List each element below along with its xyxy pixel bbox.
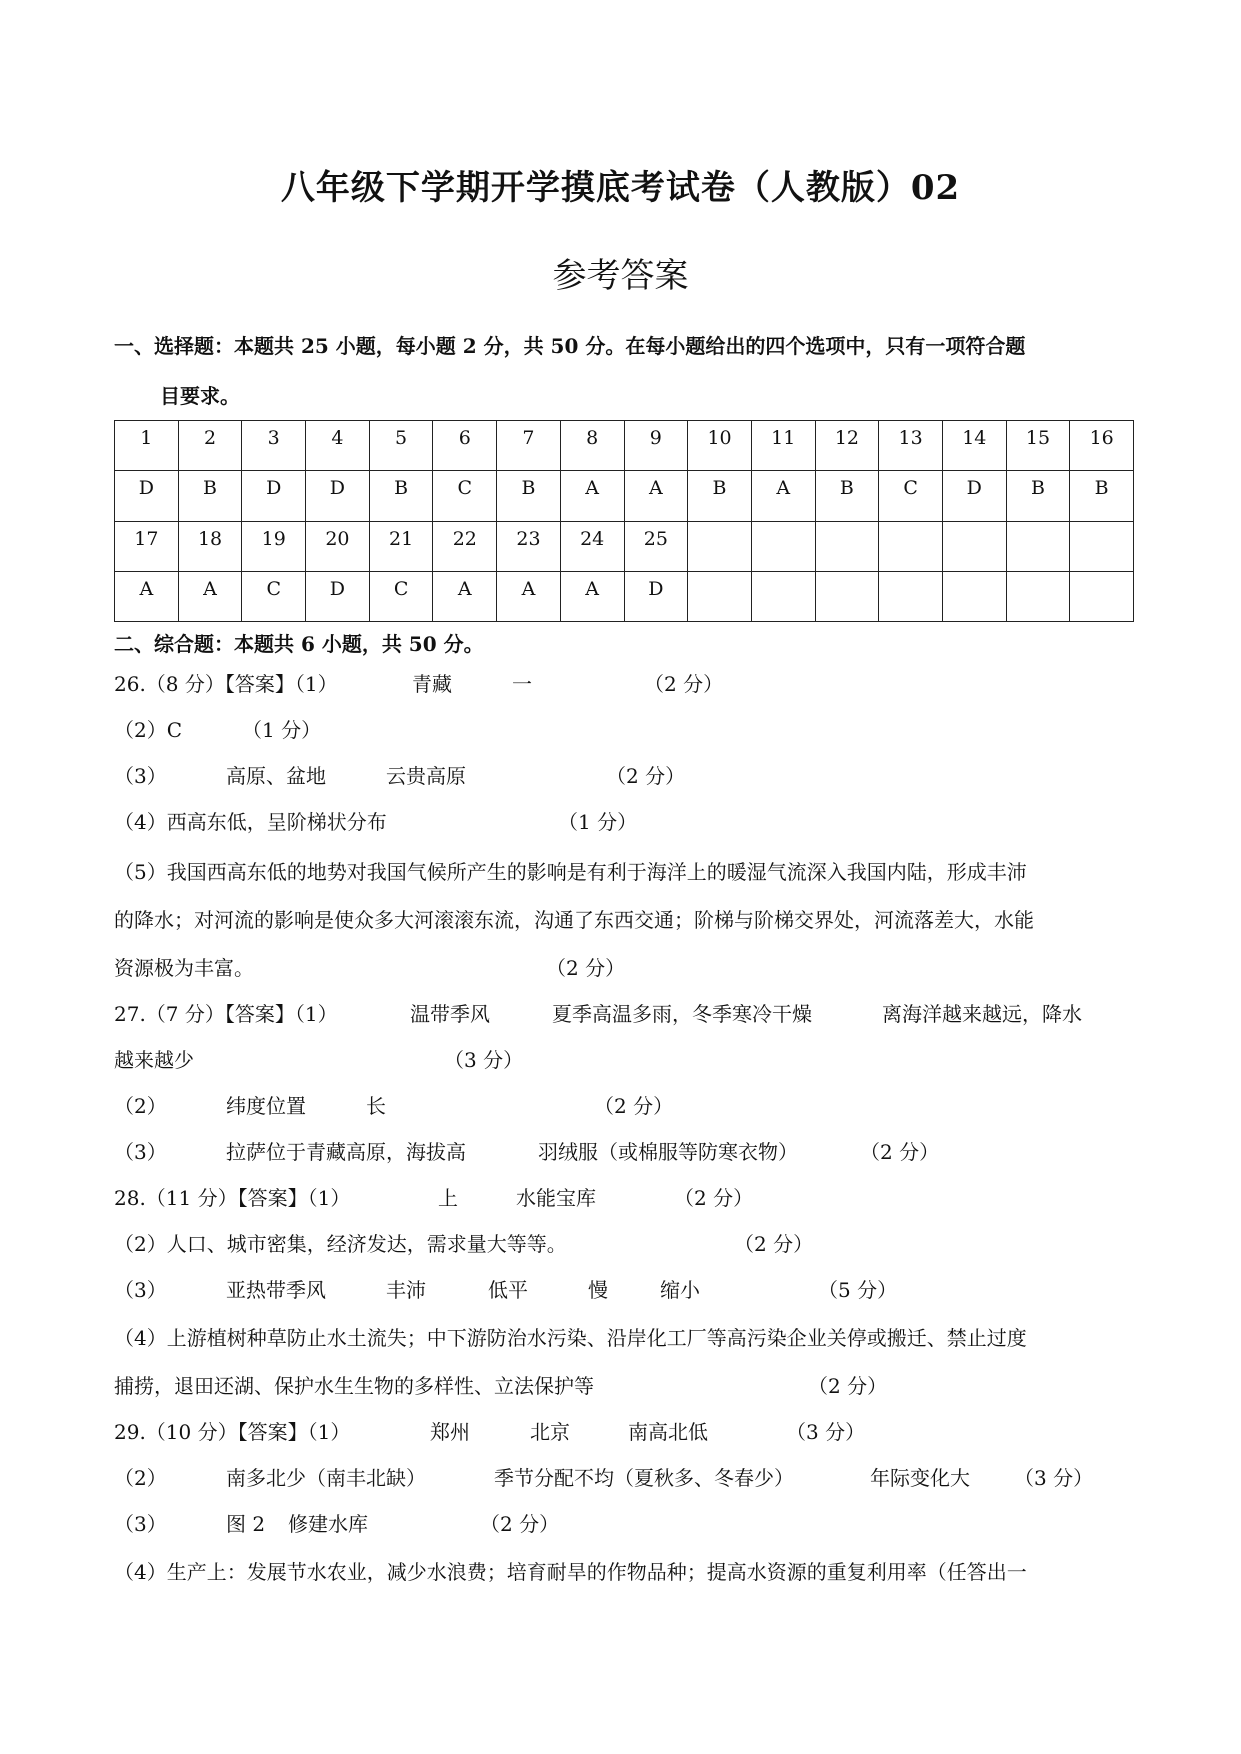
table-row [115, 421, 1134, 471]
answer-cell: D [306, 471, 370, 521]
q28-score-1: （2 分） [674, 1186, 754, 1210]
answer-cell [942, 571, 1006, 621]
question-number-cell: 13 [879, 421, 943, 471]
question-number-cell: 24 [560, 521, 624, 571]
q26-p2-score: （1 分） [242, 718, 322, 742]
answer-cell: A [433, 571, 497, 621]
q26-answer-2: 一 [512, 672, 532, 696]
q27-p3-label: （3） [114, 1140, 167, 1164]
section-1-heading-cont: 目要求。 [160, 384, 240, 408]
q27-p3-score: （2 分） [860, 1140, 940, 1164]
answer-cell: C [369, 571, 433, 621]
q26-p5-line-2: 的降水；对河流的影响是使众多大河滚滚东流，沟通了东西交通；阶梯与阶梯交界处，河流落差大，水能 [114, 908, 1034, 932]
q27-p2-answer-b: 长 [366, 1094, 386, 1118]
table-row [115, 571, 1134, 621]
question-number-cell: 11 [751, 421, 815, 471]
q29-score-1: （3 分） [786, 1420, 866, 1444]
answer-cell: B [497, 471, 561, 521]
answer-cell: A [560, 471, 624, 521]
answer-cell [815, 571, 879, 621]
q28-head: 28.（11 分）【答案】（1） [114, 1186, 351, 1210]
q26-answer-1: 青藏 [412, 672, 452, 696]
answer-cell: D [242, 471, 306, 521]
question-number-cell: 7 [497, 421, 561, 471]
answer-cell: B [815, 471, 879, 521]
answer-cell: B [688, 471, 752, 521]
q28-p3-score: （5 分） [818, 1278, 898, 1302]
q26-score-1: （2 分） [644, 672, 724, 696]
q28-p2-text: （2）人口、城市密集，经济发达，需求量大等等。 [114, 1232, 567, 1256]
question-number-cell: 3 [242, 421, 306, 471]
q29-head: 29.（10 分）【答案】（1） [114, 1420, 351, 1444]
q28-p3-answer-d: 慢 [588, 1278, 608, 1302]
q26-p5-line-1: （5）我国西高东低的地势对我国气候所产生的影响是有利于海洋上的暖湿气流深入我国内陆，形成丰沛 [114, 860, 1027, 884]
question-number-cell: 23 [497, 521, 561, 571]
q29-p3-label: （3） [114, 1512, 167, 1536]
question-number-cell: 22 [433, 521, 497, 571]
question-number-cell: 1 [115, 421, 179, 471]
answer-cell: A [751, 471, 815, 521]
answer-cell: B [1070, 471, 1134, 521]
q29-p2-answer-c: 年际变化大 [870, 1466, 970, 1490]
q28-answer-2: 水能宝库 [516, 1186, 596, 1210]
answer-cell: A [560, 571, 624, 621]
answer-cell: A [624, 471, 688, 521]
question-number-cell: 20 [306, 521, 370, 571]
q26-head: 26.（8 分）【答案】（1） [114, 672, 338, 696]
q28-p3-answer-e: 缩小 [660, 1278, 700, 1302]
q28-p3-answer-c: 低平 [488, 1278, 528, 1302]
question-number-cell [688, 521, 752, 571]
q26-p4-score: （1 分） [558, 810, 638, 834]
q28-answer-1: 上 [438, 1186, 458, 1210]
table-row [115, 521, 1134, 571]
question-number-cell: 8 [560, 421, 624, 471]
answer-cell [879, 571, 943, 621]
q28-p3-answer-b: 丰沛 [386, 1278, 426, 1302]
question-number-cell: 2 [178, 421, 242, 471]
q29-p3-answer-a: 图 2 [226, 1512, 266, 1536]
q29-answer-2: 北京 [530, 1420, 570, 1444]
question-number-cell: 21 [369, 521, 433, 571]
q26-p3-answer-b: 云贵高原 [386, 764, 466, 788]
q27-p2-answer-a: 纬度位置 [226, 1094, 306, 1118]
answer-cell: B [178, 471, 242, 521]
page-title: 八年级下学期开学摸底考试卷（人教版）02 [280, 168, 961, 208]
answer-cell [751, 571, 815, 621]
q29-answer-3: 南高北低 [628, 1420, 708, 1444]
question-number-cell: 14 [942, 421, 1006, 471]
q28-p4-score: （2 分） [808, 1374, 888, 1398]
page-subtitle: 参考答案 [552, 256, 689, 296]
q27-score-1: （3 分） [444, 1048, 524, 1072]
q27-p2-score: （2 分） [594, 1094, 674, 1118]
answer-cell: B [369, 471, 433, 521]
answer-cell: D [306, 571, 370, 621]
table-row [115, 471, 1134, 521]
question-number-cell [815, 521, 879, 571]
question-number-cell: 9 [624, 421, 688, 471]
question-number-cell: 4 [306, 421, 370, 471]
q27-answer-1: 温带季风 [410, 1002, 490, 1026]
question-number-cell [879, 521, 943, 571]
question-number-cell [751, 521, 815, 571]
q27-p3-answer-a: 拉萨位于青藏高原，海拔高 [226, 1140, 466, 1164]
q29-p4-line-1: （4）生产上：发展节水农业，减少水浪费；培育耐旱的作物品种；提高水资源的重复利用率（任答出一 [114, 1560, 1027, 1584]
question-number-cell: 16 [1070, 421, 1134, 471]
question-number-cell: 25 [624, 521, 688, 571]
q29-p2-score: （3 分） [1014, 1466, 1094, 1490]
q26-p3-answer-a: 高原、盆地 [226, 764, 326, 788]
q26-p5-text: 资源极为丰富。 [114, 956, 254, 980]
answer-cell: D [624, 571, 688, 621]
answer-cell [688, 571, 752, 621]
answer-cell [1006, 571, 1070, 621]
q28-p4-text: 捕捞，退田还湖、保护水生生物的多样性、立法保护等 [114, 1374, 594, 1398]
answer-cell: C [879, 471, 943, 521]
q29-p2-answer-a: 南多北少（南丰北缺） [226, 1466, 426, 1490]
section-1-heading: 一、选择题：本题共 25 小题，每小题 2 分，共 50 分。在每小题给出的四个选项中，只有一项符合题 [114, 334, 1026, 358]
answer-cell: D [115, 471, 179, 521]
question-number-cell: 10 [688, 421, 752, 471]
question-number-cell: 18 [178, 521, 242, 571]
q27-answer-3-cont: 越来越少 [114, 1048, 194, 1072]
answer-table [114, 420, 1134, 622]
q28-p4-line-1: （4）上游植树种草防止水土流失；中下游防治水污染、沿岸化工厂等高污染企业关停或搬迁、禁止过度 [114, 1326, 1027, 1350]
q26-p3-score: （2 分） [606, 764, 686, 788]
answer-cell [1070, 571, 1134, 621]
q28-p3-label: （3） [114, 1278, 167, 1302]
q29-answer-1: 郑州 [430, 1420, 470, 1444]
q29-p3-answer-b: 修建水库 [288, 1512, 368, 1536]
q29-p2-label: （2） [114, 1466, 167, 1490]
q29-p3-score: （2 分） [480, 1512, 560, 1536]
q27-answer-3: 离海洋越来越远，降水 [882, 1002, 1082, 1026]
question-number-cell: 5 [369, 421, 433, 471]
question-number-cell: 19 [242, 521, 306, 571]
answer-cell: A [178, 571, 242, 621]
q28-p2-score: （2 分） [734, 1232, 814, 1256]
q27-p2-label: （2） [114, 1094, 167, 1118]
q28-p3-answer-a: 亚热带季风 [226, 1278, 326, 1302]
answer-cell: A [497, 571, 561, 621]
q26-p5-score: （2 分） [546, 956, 626, 980]
answer-cell: C [242, 571, 306, 621]
question-number-cell: 12 [815, 421, 879, 471]
answer-cell: D [942, 471, 1006, 521]
question-number-cell [942, 521, 1006, 571]
q27-p3-answer-b: 羽绒服（或棉服等防寒衣物） [538, 1140, 798, 1164]
question-number-cell: 6 [433, 421, 497, 471]
answer-cell: B [1006, 471, 1070, 521]
question-number-cell [1006, 521, 1070, 571]
answer-cell: C [433, 471, 497, 521]
section-2-heading: 二、综合题：本题共 6 小题，共 50 分。 [114, 632, 484, 656]
answer-cell: A [115, 571, 179, 621]
question-number-cell: 17 [115, 521, 179, 571]
q26-p4-text: （4）西高东低，呈阶梯状分布 [114, 810, 387, 834]
question-number-cell: 15 [1006, 421, 1070, 471]
q27-answer-2: 夏季高温多雨，冬季寒冷干燥 [552, 1002, 812, 1026]
question-number-cell [1070, 521, 1134, 571]
q29-p2-answer-b: 季节分配不均（夏秋多、冬春少） [494, 1466, 794, 1490]
q27-head: 27.（7 分）【答案】（1） [114, 1002, 338, 1026]
q26-p2-label: （2）C [114, 718, 183, 742]
q26-p3-label: （3） [114, 764, 167, 788]
